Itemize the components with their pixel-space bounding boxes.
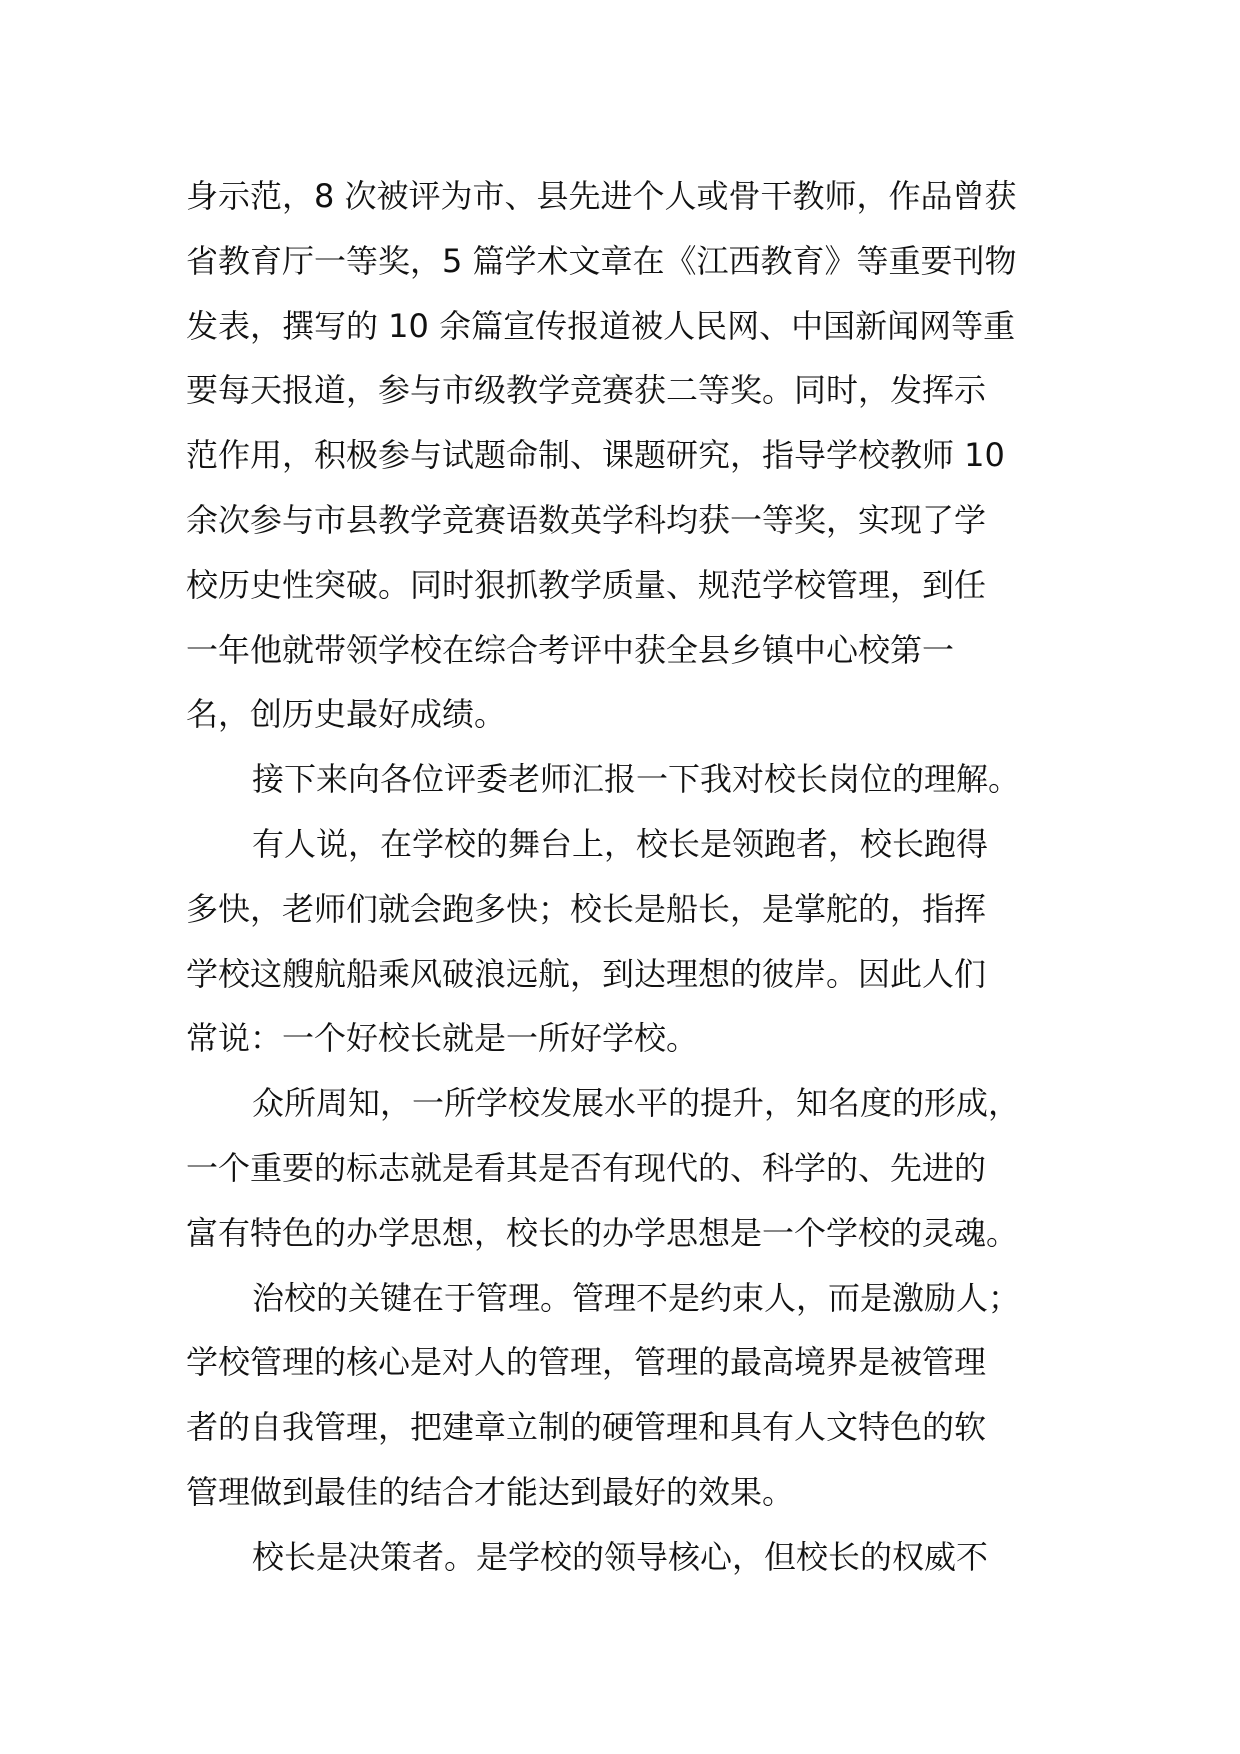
- text-line: 管理做到最佳的结合才能达到最好的效果。: [186, 1472, 795, 1511]
- paragraph-start-line: 治校的关键在于管理。管理不是约束人，而是激励人；: [252, 1278, 1021, 1317]
- text-line: 发表，撰写的 10 余篇宣传报道被人民网、中国新闻网等重: [186, 306, 1016, 345]
- text-line: 者的自我管理，把建章立制的硬管理和具有人文特色的软: [186, 1408, 987, 1447]
- paragraph-start-line: 众所周知，一所学校发展水平的提升，知名度的形成，: [252, 1084, 1021, 1123]
- text-line: 余次参与市县教学竞赛语数英学科均获一等奖，实现了学: [186, 500, 987, 539]
- text-line: 名，创历史最好成绩。: [186, 695, 507, 734]
- paragraph-start-line: 接下来向各位评委老师汇报一下我对校长岗位的理解。: [252, 760, 1021, 799]
- text-line: 学校管理的核心是对人的管理，管理的最高境界是被管理: [186, 1343, 987, 1382]
- paragraph-start-line: 校长是决策者。是学校的领导核心，但校长的权威不: [252, 1537, 989, 1576]
- text-line: 省教育厅一等奖，5 篇学术文章在《江西教育》等重要刊物: [186, 241, 1017, 280]
- text-line: 要每天报道，参与市级教学竞赛获二等奖。同时，发挥示: [186, 371, 987, 410]
- text-line: 一个重要的标志就是看其是否有现代的、科学的、先进的: [186, 1148, 987, 1187]
- text-line: 身示范，8 次被评为市、县先进个人或骨干教师，作品曾获: [186, 177, 1017, 215]
- text-line: 校历史性突破。同时狠抓教学质量、规范学校管理，到任: [186, 565, 987, 604]
- text-line: 多快，老师们就会跑多快；校长是船长，是掌舵的，指挥: [186, 889, 987, 928]
- body-text: [186, 164, 1066, 1590]
- paragraph-start-line: 有人说，在学校的舞台上，校长是领跑者，校长跑得: [252, 824, 989, 863]
- text-line: 常说：一个好校长就是一所好学校。: [186, 1019, 699, 1058]
- text-line: 一年他就带领学校在综合考评中获全县乡镇中心校第一: [186, 630, 955, 669]
- text-line: 富有特色的办学思想，校长的办学思想是一个学校的灵魂。: [186, 1213, 1019, 1252]
- text-line: 范作用，积极参与试题命制、课题研究，指导学校教师 10: [186, 436, 1005, 475]
- text-line: 学校这艘航船乘风破浪远航，到达理想的彼岸。因此人们: [186, 954, 987, 993]
